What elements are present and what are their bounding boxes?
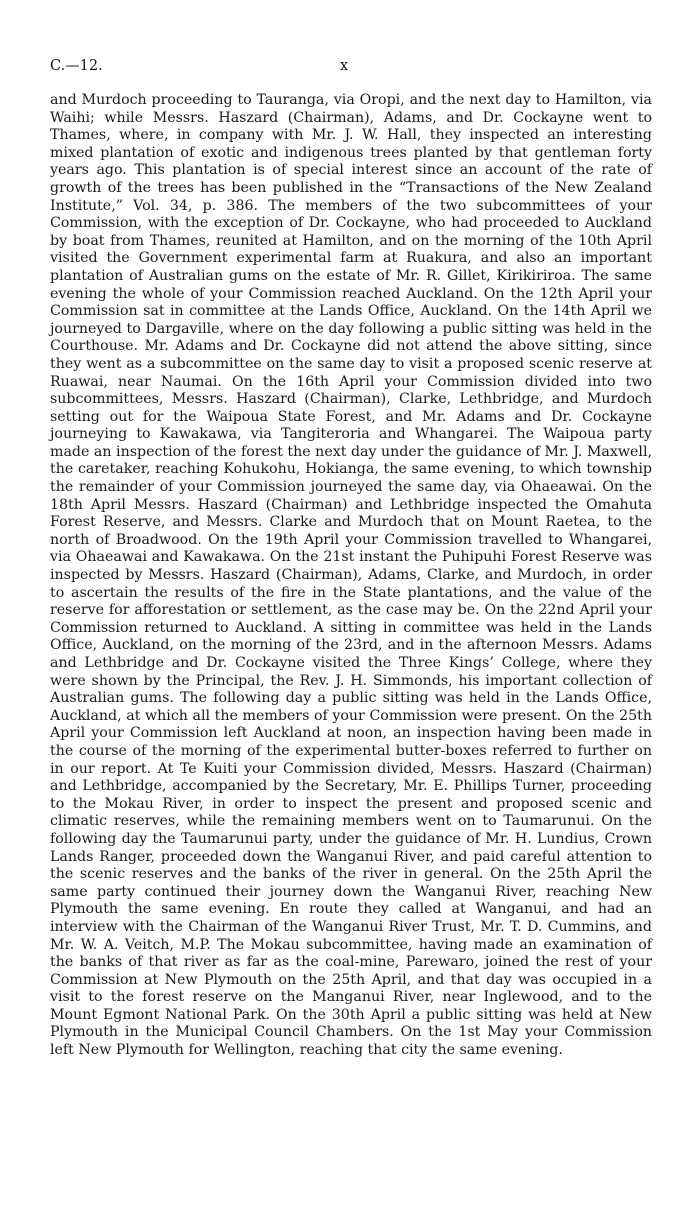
page-header [50,58,650,78]
body-paragraph: and Murdoch proceeding to Tauranga, via Oropi, and the next day to Hamilton, via Waihi; while Messrs. Haszard (Chairman), Adams, and Dr. Cockayne went to Thames, where, in company with Mr. J. W. Hall, they inspected an interesting mixed plantation of exotic and indigenous trees planted by that gentleman forty years ago. This plantation is of special interest since an account of the rate of growth of the trees has been published in the “Transactions of the New Zealand Institute,” Vol. 34, p. 386. The members of the two subcommittees of your Commission, with the exception of Dr. Cockayne, who had proceeded to Auckland by boat from Thames, reunited at Hamilton, and on the morning of the 10th April visited the Government experimental farm at Ruakura, and also an important plantation of Australian gums on the estate of Mr. R. Gillet, Kirikiriroa. The same evening the whole of your Commission reached Auckland. On the 12th April your Commission sat in committee at the Lands Office, Auckland. On the 14th April we journeyed to Dargaville, where on the day following a public sitting was held in the Courthouse. Mr. Adams and Dr. Cockayne did not attend the above sitting, since they went as a subcommittee on the same day to visit a proposed scenic reserve at Ruawai, near Naumai. On the 16th April your Commission divided into two subcommittees, Messrs. Haszard (Chairman), Clarke, Lethbridge, and Murdoch setting out for the Waipoua State Forest, and Mr. Adams and Dr. Cockayne journeying to Kawakawa, via Tangiteroria and Whangarei. The Waipoua party made an inspection of the forest the next day under the guidance of Mr. J. Maxwell, the caretaker, reaching Kohukohu, Hokianga, the same evening, to which township the remainder of your Commission journeyed the same day, via Ohaeawai. On the 18th April Messrs. Haszard (Chairman) and Lethbridge inspected the Omahuta Forest Reserve, and Messrs. Clarke and Murdoch that on Mount Raetea, to the north of Broadwood. On the 19th April your Commission travelled to Whangarei, via Ohaeawai and Kawakawa. On the 21st instant the Puhipuhi Forest Reserve was inspected by Messrs. Haszard (Chairman), Adams, Clarke, and Murdoch, in order to ascertain the results of the fire in the State plantations, and the value of the reserve for afforestation or settlement, as the case may be. On the 22nd April your Commission returned to Auckland. A sitting in committee was held in the Lands Office, Auckland, on the morning of the 23rd, and in the afternoon Messrs. Adams and Lethbridge and Dr. Cockayne visited the Three Kings’ College, where they were shown by the Principal, the Rev. J. H. Simmonds, his important collection of Australian gums. The following day a public sitting was held in the Lands Office, Auckland, at which all the members of your Commission were present. On the 25th April your Commission left Auckland at noon, an inspection having been made in the course of the morning of the experimental butter-boxes referred to further on in our report. At Te Kuiti your Commission divided, Messrs. Haszard (Chairman) and Lethbridge, accompanied by the Secretary, Mr. E. Phillips Turner, proceeding to the Mokau River, in order to inspect the present and proposed scenic and climatic reserves, while the remaining members went on to Taumarunui. On the following day the Taumarunui party, under the guidance of Mr. H. Lundius, Crown Lands Ranger, proceeded down the Wanganui River, and paid careful attention to the scenic reserves and the banks of the river in general. On the 25th April the same party continued their journey down the Wanganui River, reaching New Plymouth the same evening. En route they called at Wanganui, and had an interview with the Chairman of the Wanganui River Trust, Mr. T. D. Cummins, and Mr. W. A. Veitch, M.P. The Mokau subcommittee, having made an examination of the banks of that river as far as the coal-mine, Parewaro, joined the rest of your Commission at New Plymouth on the 25th April, and that day was occupied in a visit to the forest reserve on the Manganui River, near Inglewood, and to the Mount Egmont National Park. On the 30th April a public sitting was held at New Plymouth in the Municipal Council Chambers. On the 1st May your Commission left New Plymouth for Wellington, reaching that city the same evening. [50,92,652,1059]
document-code: C.—12. [50,58,103,74]
page-number: x [340,58,349,74]
